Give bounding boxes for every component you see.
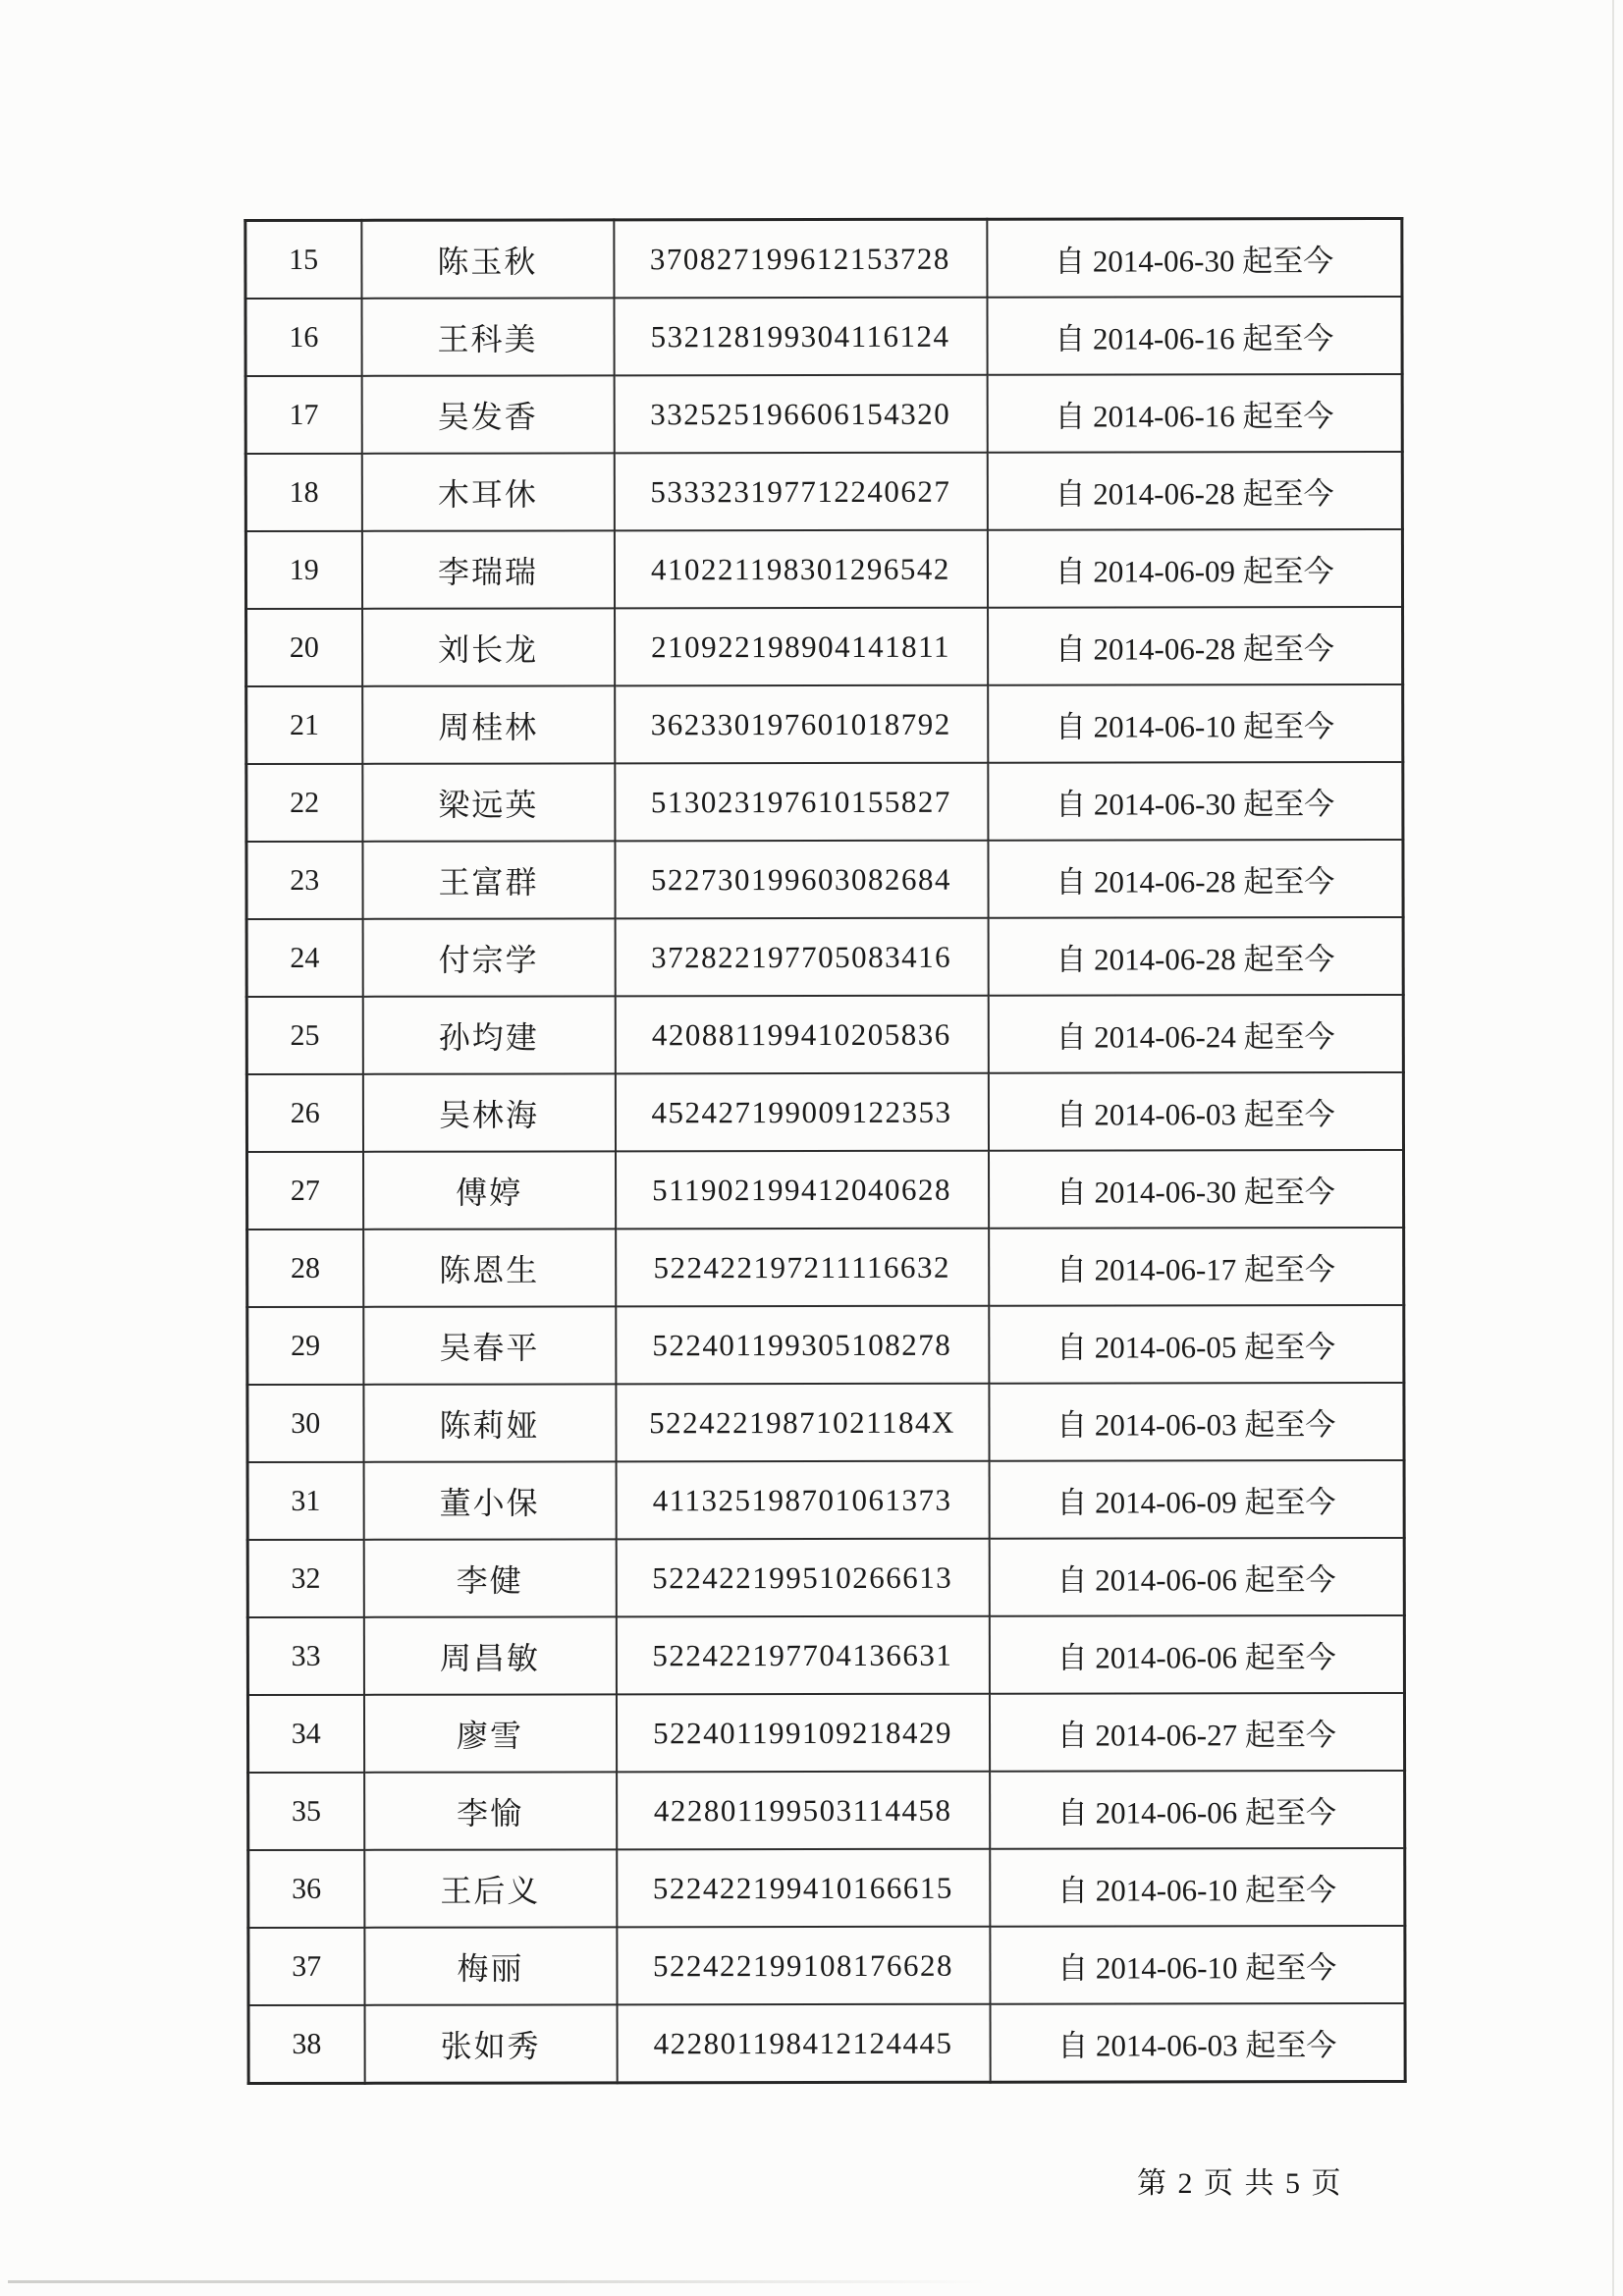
table-row [246,917,1403,997]
id-number-cell: 332525196606154320 [614,375,987,454]
person-name-cell: 周昌敏 [363,1616,616,1694]
period-cell: 自 2014-06-30 起至今 [988,1150,1403,1229]
id-number-cell: 522422199108176628 [617,1927,990,2005]
table-row [247,1383,1404,1462]
period-cell: 自 2014-06-28 起至今 [987,452,1402,530]
person-name-cell: 傅婷 [363,1151,616,1229]
table-row [247,1460,1404,1540]
person-name-cell: 梅丽 [364,1927,617,2004]
period-cell: 自 2014-06-27 起至今 [989,1693,1404,1772]
row-number-cell: 26 [246,1074,362,1152]
id-number-cell: 532128199304116124 [614,298,987,376]
table-row [248,2003,1405,2084]
table-row [247,1305,1404,1385]
table-row [245,297,1402,376]
table-row [247,1228,1404,1307]
period-cell: 自 2014-06-16 起至今 [987,297,1402,375]
table-row [247,1538,1404,1617]
person-name-cell: 刘长龙 [362,608,615,685]
period-cell: 自 2014-06-06 起至今 [989,1538,1404,1616]
table-row [246,995,1403,1074]
person-name-cell: 张如秀 [364,2004,617,2083]
page-number-footer: 第 2 页 共 5 页 [1137,2167,1343,2200]
period-cell: 自 2014-06-09 起至今 [989,1460,1404,1539]
row-number-cell: 25 [246,997,362,1074]
row-number-cell: 35 [248,1773,364,1850]
table-row [247,1693,1404,1773]
id-number-cell: 522422197704136631 [616,1616,989,1695]
person-name-cell: 孙均建 [362,996,615,1073]
row-number-cell: 31 [247,1462,363,1540]
scan-artifact-right-line [1612,0,1614,2296]
table-row [246,1072,1403,1152]
table-row [248,1848,1405,1928]
id-number-cell: 522401199305108278 [616,1306,989,1385]
period-cell: 自 2014-06-03 起至今 [988,1072,1403,1151]
period-cell: 自 2014-06-03 起至今 [989,1383,1404,1461]
id-number-cell: 522422199410166615 [617,1849,990,1928]
row-number-cell: 24 [246,919,362,997]
person-name-cell: 梁远英 [362,763,615,841]
row-number-cell: 30 [247,1385,363,1462]
table-row [246,607,1403,686]
id-number-cell: 511902199412040628 [616,1151,989,1230]
person-name-cell: 李健 [363,1539,616,1616]
person-name-cell: 木耳休 [361,453,614,530]
period-cell: 自 2014-06-28 起至今 [988,917,1403,996]
person-name-cell: 董小保 [363,1461,616,1539]
person-name-cell: 吴春平 [363,1306,616,1384]
period-cell: 自 2014-06-06 起至今 [990,1771,1405,1849]
id-number-cell: 420881199410205836 [615,996,988,1074]
table-row [248,1771,1405,1850]
id-number-cell: 533323197712240627 [614,453,987,531]
id-number-cell: 522401199109218429 [616,1694,989,1773]
period-cell: 自 2014-06-28 起至今 [988,840,1403,918]
id-number-cell: 411325198701061373 [616,1461,989,1540]
person-name-cell: 李愉 [364,1772,617,1849]
person-name-cell: 王富群 [362,841,615,918]
table-row [245,529,1402,609]
person-name-cell: 王后义 [364,1849,617,1927]
id-number-cell: 210922198904141811 [615,608,988,686]
id-number-cell: 422801199503114458 [617,1772,990,1850]
row-number-cell: 23 [246,842,362,919]
personnel-table-container [243,217,1403,2085]
row-number-cell: 34 [247,1695,363,1773]
id-number-cell: 522422197211116632 [616,1229,989,1307]
table-row [245,374,1402,454]
table-row [246,684,1403,764]
person-name-cell: 陈玉秋 [361,220,614,299]
id-number-cell: 362330197601018792 [615,685,988,764]
row-number-cell: 21 [246,686,362,764]
period-cell: 自 2014-06-09 起至今 [987,529,1402,608]
person-name-cell: 陈恩生 [363,1229,616,1306]
scan-artifact-bottom-line [8,2280,990,2283]
row-number-cell: 28 [247,1230,363,1307]
id-number-cell: 452427199009122353 [615,1073,988,1152]
row-number-cell: 16 [245,299,361,376]
table-row [246,840,1403,919]
person-name-cell: 吴发香 [361,375,614,453]
row-number-cell: 17 [245,376,361,454]
table-row [248,1926,1405,2005]
table-row [247,1615,1404,1695]
row-number-cell: 36 [248,1850,364,1928]
row-number-cell: 33 [247,1617,363,1695]
person-name-cell: 付宗学 [362,918,615,996]
period-cell: 自 2014-06-03 起至今 [990,2003,1405,2082]
personnel-roster-table [243,217,1406,2085]
period-cell: 自 2014-06-17 起至今 [989,1228,1404,1306]
row-number-cell: 32 [247,1540,363,1617]
row-number-cell: 38 [248,2005,364,2084]
person-name-cell: 陈莉娅 [363,1384,616,1461]
id-number-cell: 422801198412124445 [617,2004,990,2083]
row-number-cell: 19 [245,531,361,609]
table-row [247,1150,1404,1230]
table-row [245,452,1402,531]
period-cell: 自 2014-06-30 起至今 [987,218,1402,297]
person-name-cell: 李瑞瑞 [361,530,614,608]
row-number-cell: 22 [246,764,362,842]
person-name-cell: 周桂林 [362,685,615,763]
id-number-cell: 372822197705083416 [615,918,988,997]
person-name-cell: 吴林海 [362,1073,615,1151]
id-number-cell: 522422199510266613 [616,1539,989,1617]
person-name-cell: 廖雪 [363,1694,616,1772]
table-row [246,762,1403,842]
row-number-cell: 18 [245,454,361,531]
row-number-cell: 20 [246,609,362,686]
period-cell: 自 2014-06-06 起至今 [989,1615,1404,1694]
id-number-cell: 410221198301296542 [614,530,987,609]
id-number-cell: 370827199612153728 [614,219,987,298]
period-cell: 自 2014-06-24 起至今 [988,995,1403,1073]
table-row [245,218,1402,299]
period-cell: 自 2014-06-30 起至今 [988,762,1403,841]
id-number-cell: 522730199603082684 [615,841,988,919]
period-cell: 自 2014-06-05 起至今 [989,1305,1404,1384]
table-body [245,218,1405,2083]
person-name-cell: 王科美 [361,298,614,375]
row-number-cell: 37 [248,1928,364,2005]
period-cell: 自 2014-06-10 起至今 [988,684,1403,763]
row-number-cell: 29 [247,1307,363,1385]
period-cell: 自 2014-06-16 起至今 [987,374,1402,453]
period-cell: 自 2014-06-10 起至今 [990,1848,1405,1927]
period-cell: 自 2014-06-28 起至今 [988,607,1403,685]
id-number-cell: 52242219871021184X [616,1384,989,1462]
id-number-cell: 513023197610155827 [615,763,988,842]
row-number-cell: 27 [247,1152,363,1230]
period-cell: 自 2014-06-10 起至今 [990,1926,1405,2004]
row-number-cell: 15 [245,220,361,299]
